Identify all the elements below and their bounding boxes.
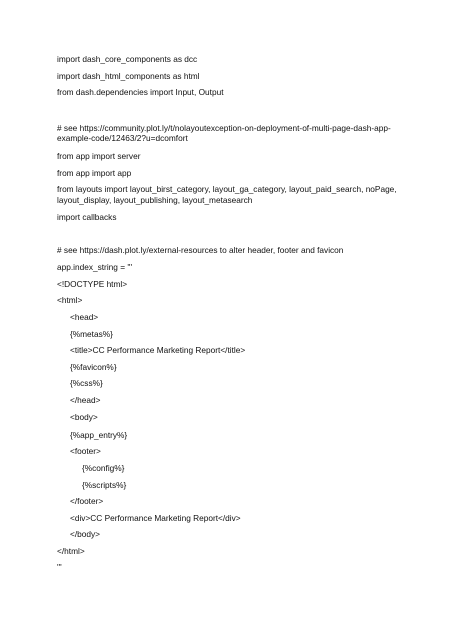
code-line-import-dcc: import dash_core_components as dcc bbox=[57, 54, 198, 64]
code-line-footer-open: <footer> bbox=[70, 446, 101, 456]
code-line-import-layouts-continued: layout_display, layout_publishing, layout_metasearch bbox=[57, 195, 253, 205]
code-line-title: <title>CC Performance Marketing Report</title> bbox=[70, 345, 246, 355]
code-line-index-string: app.index_string = ''' bbox=[57, 262, 133, 272]
code-line-doctype: <!DOCTYPE html> bbox=[57, 279, 128, 289]
code-line-css: {%css%} bbox=[70, 378, 103, 388]
code-line-body-open: <body> bbox=[70, 412, 98, 422]
code-line-body-close: </body> bbox=[70, 529, 100, 539]
comment-line-external-resources: # see https://dash.plot.ly/external-resources to alter header, footer and favicon bbox=[57, 245, 344, 255]
code-line-import-callbacks: import callbacks bbox=[57, 212, 117, 222]
comment-line-community-link: # see https://community.plot.ly/t/nolayoutexception-on-deployment-of-multi-page-dash-app- bbox=[57, 123, 391, 133]
code-line-head-open: <head> bbox=[70, 312, 99, 322]
code-line-scripts: {%scripts%} bbox=[82, 480, 127, 490]
code-line-html-open: <html> bbox=[57, 295, 83, 305]
code-line-import-dependencies: from dash.dependencies import Input, Output bbox=[57, 87, 224, 97]
code-line-import-app: from app import app bbox=[57, 168, 132, 178]
code-line-footer-close: </footer> bbox=[70, 496, 104, 506]
code-line-head-close: </head> bbox=[70, 395, 101, 405]
code-line-app-entry: {%app_entry%} bbox=[70, 430, 128, 440]
code-line-favicon: {%favicon%} bbox=[70, 362, 117, 372]
code-line-html-close: </html> bbox=[57, 546, 85, 556]
comment-line-community-link-continued: example-code/12463/2?u=dcomfort bbox=[57, 133, 188, 143]
code-line-config: {%config%} bbox=[82, 463, 125, 473]
code-line-import-html: import dash_html_components as html bbox=[57, 71, 200, 81]
code-line-metas: {%metas%} bbox=[70, 329, 113, 339]
code-line-import-server: from app import server bbox=[57, 151, 141, 161]
code-line-import-layouts: from layouts import layout_birst_category, layout_ga_category, layout_paid_search, noPage, bbox=[57, 184, 397, 194]
code-line-string-close: ''' bbox=[57, 562, 62, 572]
code-line-div-report: <div>CC Performance Marketing Report</div> bbox=[70, 513, 241, 523]
